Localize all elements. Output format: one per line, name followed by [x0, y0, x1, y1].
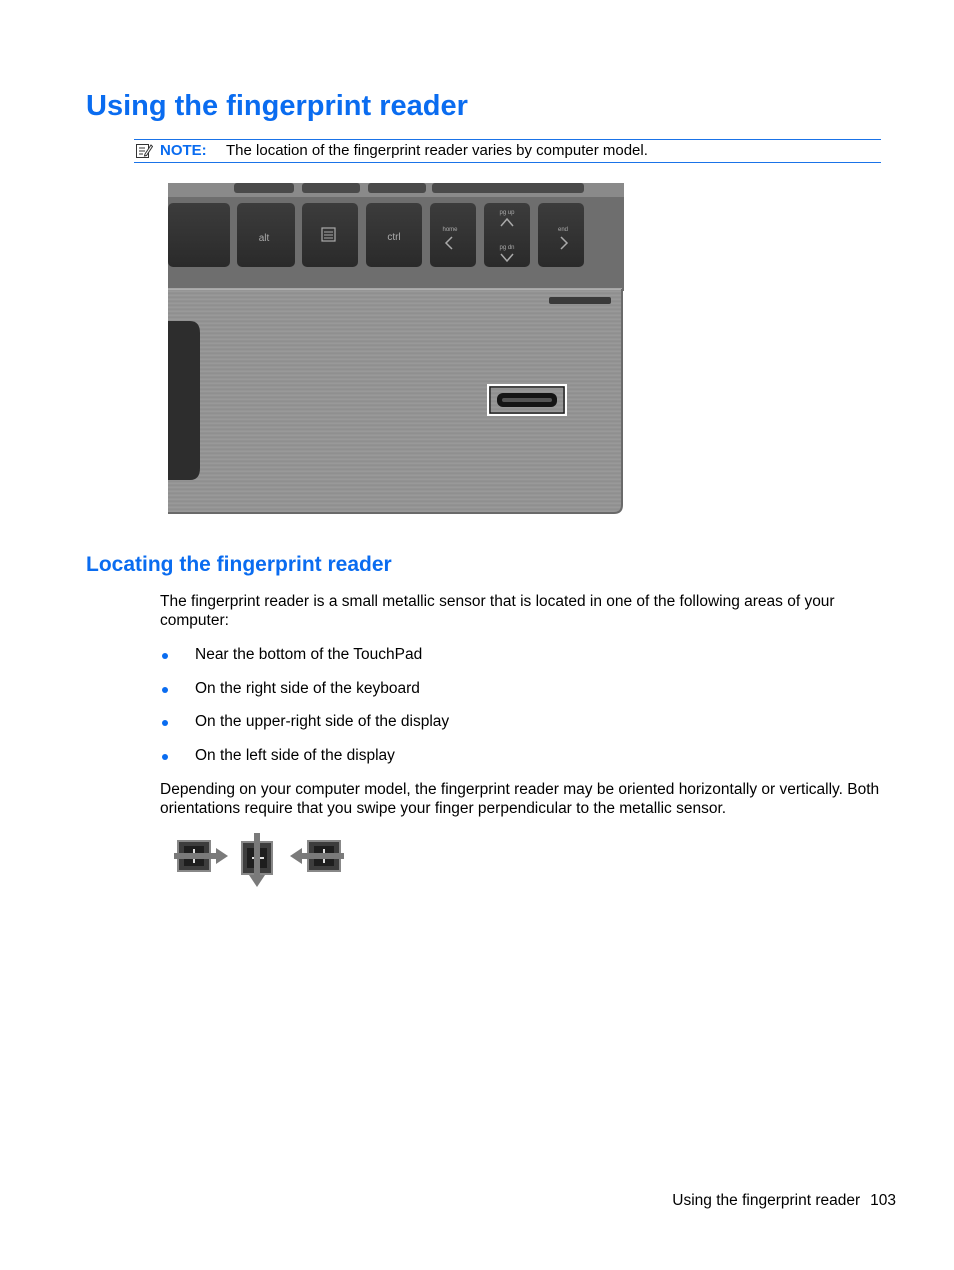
key-pgup: pg up	[499, 210, 515, 216]
section-heading: Locating the fingerprint reader	[86, 553, 392, 576]
orientation-paragraph: Depending on your computer model, the fingerprint reader may be oriented horizontally or vertically. Both orientations require that you swipe your finger perpendicular to the metallic sensor.	[160, 781, 880, 817]
note-icon	[135, 142, 153, 160]
list-item-text: On the left side of the display	[195, 747, 395, 764]
footer-section-title: Using the fingerprint reader	[672, 1192, 861, 1209]
key-alt: alt	[258, 233, 270, 244]
note-box	[134, 139, 881, 163]
list-item-text: On the right side of the keyboard	[195, 680, 420, 697]
list-item-text: Near the bottom of the TouchPad	[195, 646, 423, 663]
list-item-text: On the upper-right side of the display	[195, 713, 450, 730]
swipe-right-icon	[172, 832, 232, 888]
note-text: The location of the fingerprint reader varies by computer model.	[226, 142, 648, 159]
bullet-icon	[162, 687, 168, 693]
bullet-icon	[162, 754, 168, 760]
key-end: end	[557, 227, 569, 233]
bullet-icon	[162, 653, 168, 659]
swipe-down-icon	[234, 832, 294, 888]
bullet-icon	[162, 720, 168, 726]
fingerprint-reader-photo	[164, 183, 626, 516]
key-ctrl: ctrl	[387, 232, 401, 243]
key-home: home	[442, 227, 458, 233]
note-label: NOTE:	[160, 142, 207, 159]
page-title: Using the fingerprint reader	[86, 90, 468, 122]
intro-paragraph: The fingerprint reader is a small metallic sensor that is located in one of the following areas of your computer:	[160, 593, 835, 629]
touchpad-edge	[168, 321, 200, 480]
key-pgdn: pg dn	[499, 245, 515, 251]
swipe-left-icon	[288, 832, 348, 888]
page-number: 103	[870, 1192, 896, 1209]
page-footer	[672, 1192, 896, 1210]
